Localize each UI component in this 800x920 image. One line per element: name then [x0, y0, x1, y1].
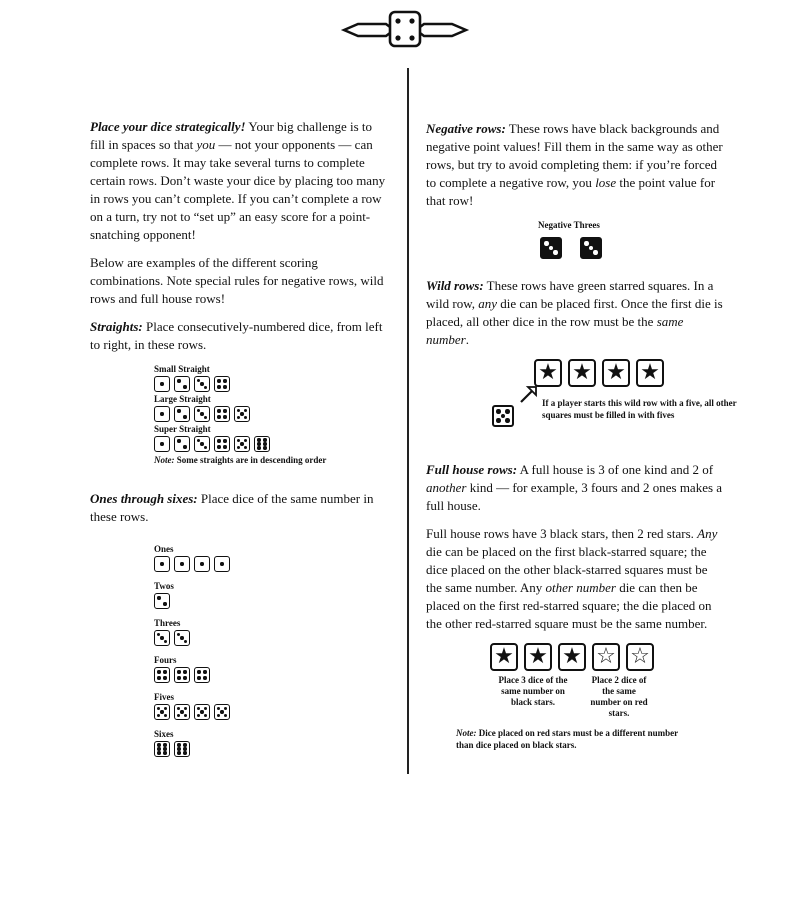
- pip: [197, 670, 200, 673]
- wild-star-square: ★: [636, 359, 664, 387]
- fullhouse-rules-paragraph: Full house rows have 3 black stars, then 2 red stars. Any die can be placed on the first black-starred square; the dice placed on the other black-starred squares must be the same number. Any other number die can then be placed on the first red-starred square; the die placed on the other red-starred square must be the same number.: [426, 526, 718, 631]
- die-face-2-icon: [174, 376, 190, 392]
- pip: [223, 445, 226, 448]
- pip: [163, 743, 166, 746]
- pip: [223, 409, 226, 412]
- fullhouse-example: [456, 643, 726, 751]
- group-dice: [154, 704, 390, 720]
- pip: [204, 386, 207, 389]
- pip: [204, 707, 207, 710]
- pip: [237, 416, 240, 419]
- pip: [163, 751, 166, 754]
- die-face-6-icon: [254, 436, 270, 452]
- wild-start-die: [492, 405, 514, 427]
- wild-paragraph: Wild rows: These rows have green starred squares. In a wild row, any die can be placed first. Once the first die is placed, all other dice in the row must be the same number.: [426, 278, 723, 347]
- group-dice: [154, 667, 390, 683]
- pip: [157, 676, 160, 679]
- pip: [157, 596, 160, 599]
- pip: [183, 670, 186, 673]
- pip: [164, 707, 167, 710]
- die-face-4-icon: [214, 406, 230, 422]
- pip: [549, 246, 553, 250]
- pip: [593, 250, 597, 254]
- large-straight-dice: [154, 406, 390, 422]
- group-label: Twos: [154, 581, 174, 591]
- pip: [217, 379, 220, 382]
- super-straight-label: Super Straight: [154, 424, 211, 434]
- die-face-1-icon: [154, 556, 170, 572]
- straights-note: Note: Some straights are in descending order: [154, 455, 327, 465]
- pip: [183, 385, 186, 388]
- negative-threes-dice: [540, 237, 726, 259]
- die-face-1-icon: [154, 436, 170, 452]
- pip: [217, 445, 220, 448]
- black-star-square: ★: [524, 643, 552, 671]
- fullhouse-star-row: [490, 643, 726, 671]
- pip: [184, 640, 187, 643]
- pip: [160, 636, 163, 639]
- die-face-1-icon: [154, 376, 170, 392]
- group-dice: [154, 593, 390, 609]
- pip: [237, 446, 240, 449]
- die-face-1-icon: [154, 406, 170, 422]
- die-face-4-icon: [214, 436, 230, 452]
- die-face-5-icon: [154, 704, 170, 720]
- pip: [180, 636, 183, 639]
- strategy-lead: Place your dice strategically!: [90, 119, 246, 134]
- fullhouse-captions: [490, 675, 726, 719]
- die-face-2-icon: [174, 406, 190, 422]
- group-dice: [154, 556, 390, 572]
- pip: [496, 409, 500, 413]
- column-divider: [407, 68, 409, 774]
- die-face-5-icon: [174, 704, 190, 720]
- pip: [257, 442, 260, 445]
- pip: [240, 412, 243, 415]
- right-column: [426, 120, 737, 751]
- black-star-square: ★: [490, 643, 518, 671]
- red-stars-caption: Place 2 dice of the same number on red stars.: [590, 675, 648, 718]
- pip: [177, 714, 180, 717]
- pip: [553, 250, 557, 254]
- pip: [220, 562, 223, 565]
- die-face-5-icon: [194, 704, 210, 720]
- ones-sixes-examples: [154, 544, 390, 757]
- pip: [204, 446, 207, 449]
- group-label: Fours: [154, 655, 177, 665]
- pip: [180, 710, 183, 713]
- pip: [223, 385, 226, 388]
- pip: [164, 640, 167, 643]
- straights-paragraph: Straights: Place consecutively-numbered dice, from left to right, in these rows.: [90, 319, 383, 352]
- pip: [217, 439, 220, 442]
- die-face-4-icon: [154, 667, 170, 683]
- pip: [160, 442, 163, 445]
- pip: [180, 562, 183, 565]
- wild-example: [426, 359, 737, 443]
- negative-threes-label: Negative Threes: [538, 220, 600, 230]
- negative-example: [538, 220, 726, 259]
- pip: [157, 747, 160, 750]
- pip: [244, 446, 247, 449]
- pip: [160, 412, 163, 415]
- red-star-square: ☆: [626, 643, 654, 671]
- pip: [177, 439, 180, 442]
- pip: [177, 751, 180, 754]
- group-dice: [154, 630, 390, 646]
- black-star-square: ★: [558, 643, 586, 671]
- pip: [183, 445, 186, 448]
- pip: [183, 747, 186, 750]
- group-label: Ones: [154, 544, 174, 554]
- small-straight-dice: [154, 376, 390, 392]
- pip: [263, 442, 266, 445]
- die-face-3-icon: [174, 630, 190, 646]
- pip: [183, 743, 186, 746]
- pip: [257, 438, 260, 441]
- large-straight-label: Large Straight: [154, 394, 211, 404]
- pip: [203, 676, 206, 679]
- group-label: Fives: [154, 692, 174, 702]
- die-face-6-icon: [154, 741, 170, 757]
- pip: [164, 714, 167, 717]
- pip: [183, 676, 186, 679]
- pip: [496, 418, 500, 422]
- die-face-6-icon: [174, 741, 190, 757]
- fullhouse-note: Note: Dice placed on red stars must be a different number than dice placed on black stars.: [456, 728, 678, 750]
- pip: [200, 710, 203, 713]
- die-face-3-icon: [540, 237, 562, 259]
- pip: [224, 707, 227, 710]
- die-face-5-icon: [214, 704, 230, 720]
- pip: [263, 438, 266, 441]
- die-face-1-icon: [174, 556, 190, 572]
- pip: [177, 409, 180, 412]
- pip: [204, 416, 207, 419]
- pip: [163, 602, 166, 605]
- super-straight-dice: [154, 436, 390, 452]
- pip: [589, 246, 593, 250]
- pip: [183, 415, 186, 418]
- pip: [501, 414, 505, 418]
- pip: [505, 418, 509, 422]
- pip: [505, 409, 509, 413]
- pip: [217, 409, 220, 412]
- header-die-ornament: [340, 10, 470, 50]
- pip: [200, 382, 203, 385]
- pip: [157, 743, 160, 746]
- pip: [220, 710, 223, 713]
- ones-sixes-paragraph: Ones through sixes: Place dice of the same number in these rows.: [90, 491, 374, 524]
- pip: [200, 412, 203, 415]
- pip: [177, 379, 180, 382]
- die-face-1-icon: [214, 556, 230, 572]
- small-straight-label: Small Straight: [154, 364, 210, 374]
- pip: [257, 446, 260, 449]
- die-face-4-icon: [174, 667, 190, 683]
- pip: [160, 562, 163, 565]
- wild-star-row: [534, 359, 664, 387]
- die-face-3-icon: [194, 406, 210, 422]
- intro-paragraph: Below are examples of the different scoring combinations. Note special rules for negative rows, wild rows and full house rows!: [90, 255, 384, 306]
- pip: [197, 676, 200, 679]
- pip: [584, 241, 588, 245]
- pip: [177, 676, 180, 679]
- pip: [160, 710, 163, 713]
- scan-noise: [0, 888, 800, 898]
- red-star-square: ☆: [592, 643, 620, 671]
- pip: [184, 707, 187, 710]
- pip: [197, 714, 200, 717]
- pip: [240, 442, 243, 445]
- pip: [163, 676, 166, 679]
- pip: [544, 241, 548, 245]
- die-face-3-icon: [194, 376, 210, 392]
- die-face-2-icon: [154, 593, 170, 609]
- wild-star-square: ★: [534, 359, 562, 387]
- die-face-5-icon: [234, 406, 250, 422]
- group-label: Sixes: [154, 729, 174, 739]
- die-face-3-icon: [194, 436, 210, 452]
- arrow-icon: [518, 381, 542, 405]
- group-label: Threes: [154, 618, 181, 628]
- pip: [200, 442, 203, 445]
- group-dice: [154, 741, 390, 757]
- die-face-5-icon: [492, 405, 514, 427]
- strategy-paragraph: Place your dice strategically! Your big challenge is to fill in spaces so that you — not your opponents — can complete rows. It may take several turns to complete certain rows. Don’t waste your dice by placing too many in rows you can’t complete. If you can’t complete a row on a turn, try not to “set up” an easy score for a point-snatching opponent!: [90, 119, 386, 242]
- pip: [223, 379, 226, 382]
- pip: [223, 439, 226, 442]
- pip: [157, 714, 160, 717]
- pip: [163, 670, 166, 673]
- fullhouse-paragraph: Full house rows: A full house is 3 of one kind and 2 of another kind — for example, 3 fours and 2 ones makes a full house.: [426, 462, 723, 513]
- pip: [217, 415, 220, 418]
- straights-examples: [154, 364, 390, 466]
- pip: [200, 562, 203, 565]
- die-face-3-icon: [154, 630, 170, 646]
- die-face-3-icon: [580, 237, 602, 259]
- pip: [244, 409, 247, 412]
- pip: [244, 439, 247, 442]
- pip: [263, 446, 266, 449]
- die-face-1-icon: [194, 556, 210, 572]
- pip: [157, 751, 160, 754]
- pip: [160, 382, 163, 385]
- wild-star-square: ★: [602, 359, 630, 387]
- pip: [157, 670, 160, 673]
- die-face-5-icon: [234, 436, 250, 452]
- pip: [183, 751, 186, 754]
- pip: [217, 714, 220, 717]
- pip: [217, 385, 220, 388]
- negative-paragraph: Negative rows: These rows have black backgrounds and negative point values! Fill them in the same way as other rows, but try to avoid completing them: if you’re forced to complete a negative row, you lose the point value for that row!: [426, 121, 723, 208]
- pip: [184, 714, 187, 717]
- die-face-4-icon: [194, 667, 210, 683]
- black-stars-caption: Place 3 dice of the same number on black stars.: [498, 675, 568, 707]
- pip: [244, 416, 247, 419]
- pip: [177, 670, 180, 673]
- pip: [163, 747, 166, 750]
- pip: [224, 714, 227, 717]
- die-face-4-icon: [214, 376, 230, 392]
- die-face-2-icon: [174, 436, 190, 452]
- pip: [177, 743, 180, 746]
- left-column: [90, 118, 390, 766]
- wild-caption: If a player starts this wild row with a five, all other squares must be filled in with fives: [542, 398, 737, 420]
- pip: [204, 714, 207, 717]
- pip: [223, 415, 226, 418]
- wild-star-square: ★: [568, 359, 596, 387]
- pip: [203, 670, 206, 673]
- pip: [177, 747, 180, 750]
